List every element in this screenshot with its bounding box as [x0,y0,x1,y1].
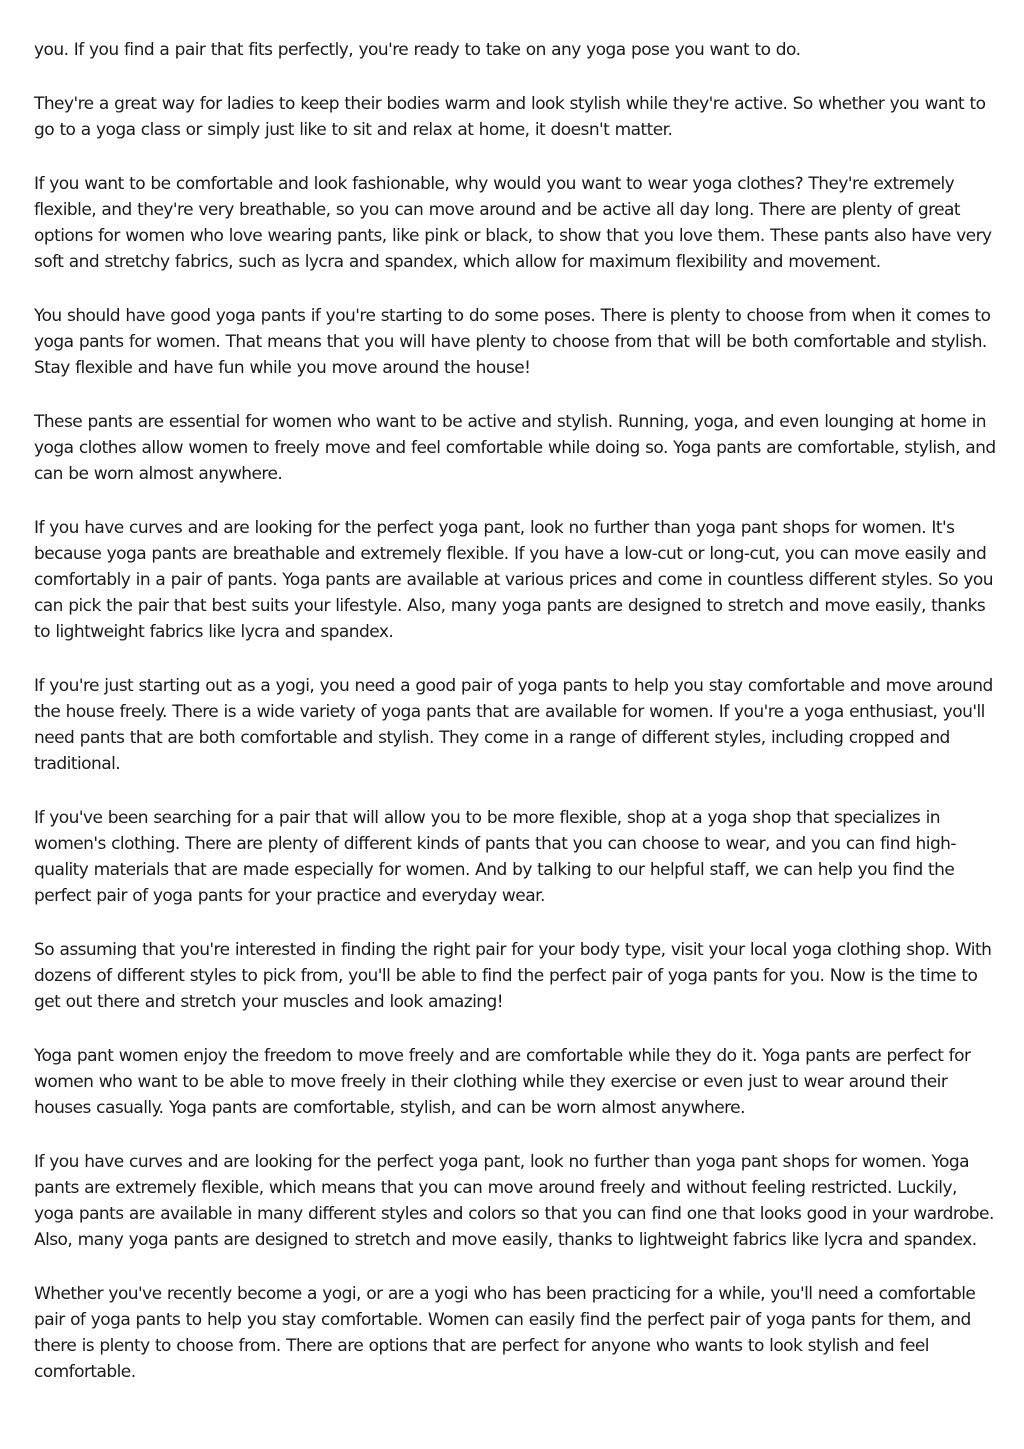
paragraph-2: They're a great way for ladies to keep their bodies warm and look stylish while they're active. So whether you want to go to a yoga class or simply just like to sit and relax at home, it doesn't matter. [34,94,986,140]
paragraph-7: If you're just starting out as a yogi, you need a good pair of yoga pants to help you stay comfortable and move around the house freely. There is a wide variety of yoga pants that are available for women. If you're a yoga enthusiast, you'll need pants that are both comfortable and stylish. They come in a range of different styles, including cropped and traditional. [34,676,993,774]
paragraph-1: you. If you find a pair that fits perfectly, you're ready to take on any yoga pose you want to do. [34,40,801,60]
paragraph-8: If you've been searching for a pair that will allow you to be more flexible, shop at a yoga shop that specializes in women's clothing. There are plenty of different kinds of pants that you can choose to wear, and you can find high-quality materials that are made especially for women. And by talking to our helpful staff, we can help you find the perfect pair of yoga pants for your practice and everyday wear. [34,808,956,906]
paragraph-9: So assuming that you're interested in finding the right pair for your body type, visit your local yoga clothing shop. With dozens of different styles to pick from, you'll be able to find the perfect pair of yoga pants for you. Now is the time to get out there and stretch your muscles and look amazing! [34,940,992,1012]
paragraph-11: If you have curves and are looking for the perfect yoga pant, look no further than yoga pant shops for women. Yoga pants are extremely flexible, which means that you can move around freely and without feeling restricted. Luckily, yoga pants are available in many different styles and colors so that you can find one that looks good in your wardrobe. Also, many yoga pants are designed to stretch and move easily, thanks to lightweight fabrics like lycra and spandex. [34,1152,994,1250]
paragraph-6: If you have curves and are looking for the perfect yoga pant, look no further than yoga pant shops for women. It's because yoga pants are breathable and extremely flexible. If you have a low-cut or long-cut, you can move easily and comfortably in a pair of pants. Yoga pants are available at various prices and come in countless different styles. So you can pick the pair that best suits your lifestyle. Also, many yoga pants are designed to stretch and move easily, thanks to lightweight fabrics like lycra and spandex. [34,518,993,642]
paragraph-12: Whether you've recently become a yogi, or are a yogi who has been practicing for a while, you'll need a comfortable pair of yoga pants to help you stay comfortable. Women can easily find the perfect pair of yoga pants for them, and there is plenty to choose from. There are options that are perfect for anyone who wants to look stylish and feel comfortable. [34,1284,976,1382]
document-body [34,37,996,1413]
paragraph-4: You should have good yoga pants if you're starting to do some poses. There is plenty to choose from when it comes to yoga pants for women. That means that you will have plenty to choose from that will be both comfortable and stylish. Stay flexible and have fun while you move around the house! [34,306,991,378]
paragraph-3: If you want to be comfortable and look fashionable, why would you want to wear yoga clothes? They're extremely flexible, and they're very breathable, so you can move around and be active all day long. There are plenty of great options for women who love wearing pants, like pink or black, to show that you love them. These pants also have very soft and stretchy fabrics, such as lycra and spandex, which allow for maximum flexibility and movement. [34,174,992,272]
paragraph-5: These pants are essential for women who want to be active and stylish. Running, yoga, and even lounging at home in yoga clothes allow women to freely move and feel comfortable while doing so. Yoga pants are comfortable, stylish, and can be worn almost anywhere. [34,412,996,484]
paragraph-10: Yoga pant women enjoy the freedom to move freely and are comfortable while they do it. Yoga pants are perfect for women who want to be able to move freely in their clothing while they exercise or even just to wear around their houses casually. Yoga pants are comfortable, stylish, and can be worn almost anywhere. [34,1046,971,1118]
